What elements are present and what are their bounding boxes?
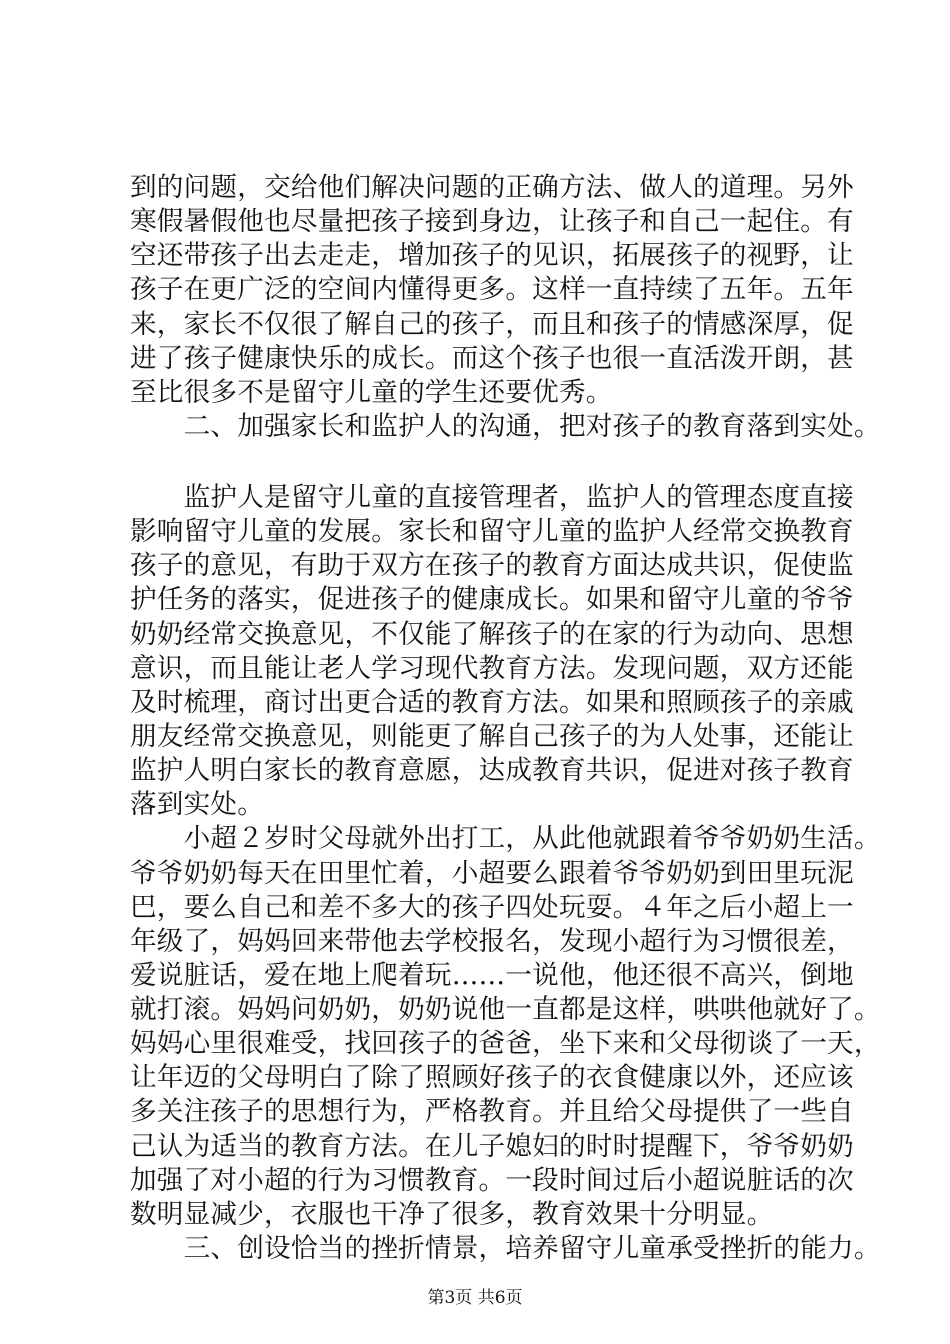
text-line: 落到实处。 bbox=[130, 789, 265, 821]
text-line: 意识，而且能让老人学习现代教育方法。发现问题，双方还能 bbox=[130, 652, 854, 684]
text-line: 数明显减少，衣服也干净了很多，教育效果十分明显。 bbox=[130, 1198, 774, 1230]
text-line: 来，家长不仅很了解自己的孩子，而且和孩子的情感深厚，促 bbox=[130, 308, 854, 340]
text-line: 监护人明白家长的教育意愿，达成教育共识，促进对孩子教育 bbox=[130, 755, 854, 787]
section-heading: 二、加强家长和监护人的沟通，把对孩子的教育落到实处。 bbox=[130, 410, 881, 442]
text-line: 就打滚。妈妈问奶奶，奶奶说他一直都是这样，哄哄他就好了。 bbox=[130, 994, 881, 1026]
text-line: 寒假暑假他也尽量把孩子接到身边，让孩子和自己一起住。有 bbox=[130, 206, 854, 238]
text-line: 至比很多不是留守儿童的学生还要优秀。 bbox=[130, 376, 613, 408]
text-line: 及时梳理，商讨出更合适的教育方法。如果和照顾孩子的亲戚 bbox=[130, 686, 854, 718]
page-number-footer: 第3页 共6页 bbox=[427, 1288, 523, 1308]
text-line: 朋友经常交换意见，则能更了解自己孩子的为人处事，还能让 bbox=[130, 721, 854, 752]
text-line: 巴，要么自己和差不多大的孩子四处玩耍。４年之后小超上一 bbox=[130, 891, 854, 923]
text-line: 加强了对小超的行为习惯教育。一段时间过后小超说脏话的次 bbox=[130, 1164, 854, 1196]
text-line: 孩子的意见，有助于双方在孩子的教育方面达成共识，促使监 bbox=[130, 550, 854, 582]
text-line: 影响留守儿童的发展。家长和留守儿童的监护人经常交换教育 bbox=[130, 516, 854, 548]
text-line: 爱说脏话，爱在地上爬着玩……一说他，他还很不高兴，倒地 bbox=[130, 959, 854, 991]
text-line: 到的问题，交给他们解决问题的正确方法、做人的道理。另外 bbox=[130, 172, 854, 203]
text-line: 己认为适当的教育方法。在儿子媳妇的时时提醒下，爷爷奶奶 bbox=[130, 1130, 854, 1162]
text-line: 进了孩子健康快乐的成长。而这个孩子也很一直活泼开朗，甚 bbox=[130, 342, 854, 374]
text-line: 监护人是留守儿童的直接管理者，监护人的管理态度直接 bbox=[130, 482, 854, 514]
text-line: 空还带孩子出去走走，增加孩子的见识，拓展孩子的视野，让 bbox=[130, 240, 854, 272]
text-line: 护任务的落实，促进孩子的健康成长。如果和留守儿童的爷爷 bbox=[130, 584, 854, 616]
text-line: 孩子在更广泛的空间内懂得更多。这样一直持续了五年。五年 bbox=[130, 274, 854, 306]
section-heading: 三、创设恰当的挫折情景，培养留守儿童承受挫折的能力。 bbox=[130, 1233, 881, 1264]
text-line: 妈妈心里很难受，找回孩子的爸爸，坐下来和父母彻谈了一天， bbox=[130, 1028, 881, 1060]
text-line: 多关注孩子的思想行为，严格教育。并且给父母提供了一些自 bbox=[130, 1096, 854, 1128]
text-line: 年级了，妈妈回来带他去学校报名，发现小超行为习惯很差， bbox=[130, 925, 854, 957]
text-line: 小超２岁时父母就外出打工，从此他就跟着爷爷奶奶生活。 bbox=[130, 823, 881, 855]
text-line: 让年迈的父母明白了除了照顾好孩子的衣食健康以外，还应该 bbox=[130, 1062, 854, 1094]
text-line: 爷爷奶奶每天在田里忙着，小超要么跟着爷爷奶奶到田里玩泥 bbox=[130, 857, 854, 889]
text-line: 奶奶经常交换意见，不仅能了解孩子的在家的行为动向、思想 bbox=[130, 618, 854, 650]
